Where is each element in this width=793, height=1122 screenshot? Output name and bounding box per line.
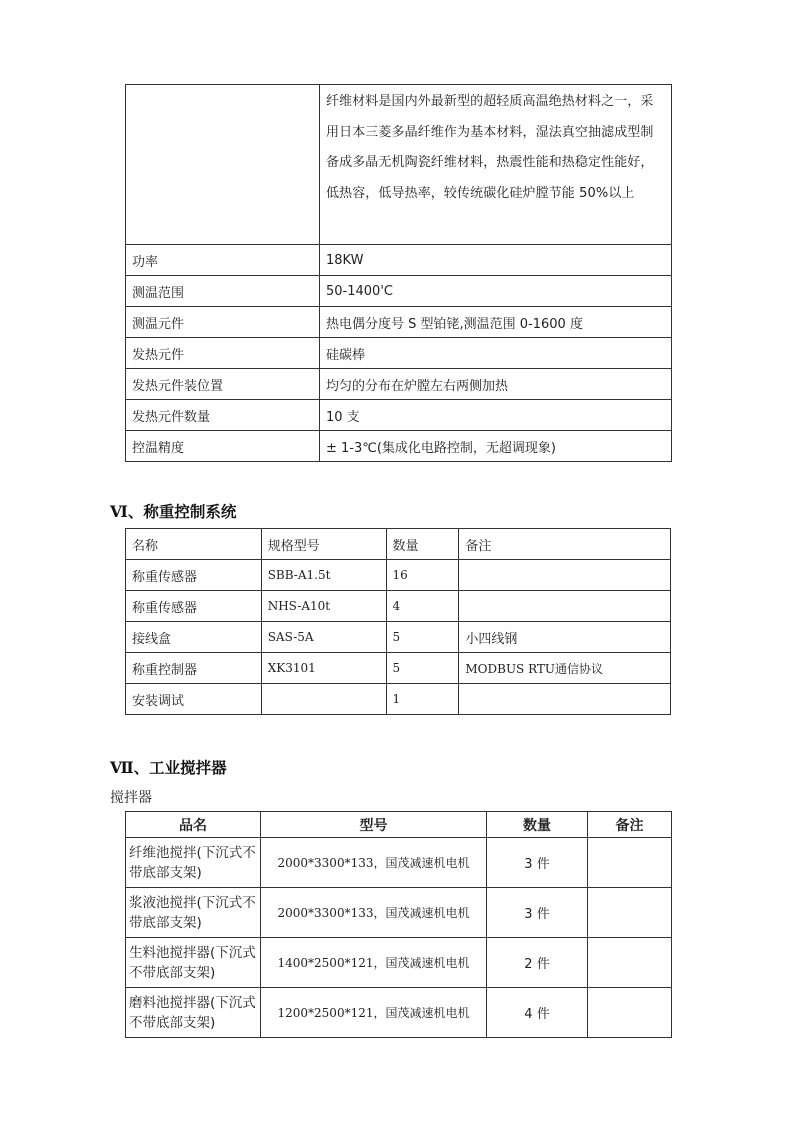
table-row [126, 369, 672, 400]
spec-value: 18KW [320, 245, 672, 276]
table-cell: 称重传感器 [126, 560, 262, 591]
weighing-system-table [125, 528, 671, 715]
column-header: 名称 [126, 529, 262, 560]
section-6-heading: Ⅵ、称重控制系统 [110, 502, 237, 521]
spec-value: 硅碳棒 [320, 338, 672, 369]
table-cell: SBB-A1.5t [261, 560, 386, 591]
section-7-subheading: 搅拌器 [110, 790, 152, 806]
table-cell: 1200*2500*121，国茂减速机电机 [261, 988, 487, 1038]
table-row [126, 276, 672, 307]
column-header: 备注 [588, 812, 672, 838]
table-cell [459, 560, 671, 591]
table-row [126, 307, 672, 338]
table-row [126, 622, 671, 653]
table-cell: 纤维池搅拌(下沉式不带底部支架) [126, 838, 261, 888]
table-header-row [126, 812, 672, 838]
column-header: 数量 [487, 812, 588, 838]
table-cell: SAS-5A [261, 622, 386, 653]
table-row [126, 85, 672, 245]
table-row [126, 400, 672, 431]
table-header-row [126, 529, 671, 560]
spec-value: ± 1-3℃(集成化电路控制，无超调现象) [320, 431, 672, 462]
table-row [126, 888, 672, 938]
table-cell: 磨料池搅拌器(下沉式不带底部支架) [126, 988, 261, 1038]
table-row [126, 938, 672, 988]
table-cell: 4 [386, 591, 459, 622]
table-cell [459, 684, 671, 715]
spec-value: 热电偶分度号 S 型铂铑,测温范围 0-1600 度 [320, 307, 672, 338]
column-header: 数量 [386, 529, 459, 560]
table-row [126, 988, 672, 1038]
table-row [126, 338, 672, 369]
column-header: 备注 [459, 529, 671, 560]
furnace-spec-table [125, 84, 672, 462]
spec-label: 发热元件装位置 [126, 369, 320, 400]
table-cell: 5 [386, 653, 459, 684]
table-cell: 4 件 [487, 988, 588, 1038]
table-cell [588, 938, 672, 988]
spec-label: 发热元件 [126, 338, 320, 369]
table-cell [588, 988, 672, 1038]
spec-value: 纤维材料是国内外最新型的超轻质高温绝热材料之一，采用日本三菱多晶纤维作为基本材料，湿法真空抽滤成型制备成多晶无机陶瓷纤维材料，热震性能和热稳定性能好，低热容，低导热率，较传统碳化硅炉膛节能 50%以上 [320, 85, 672, 245]
column-header: 品名 [126, 812, 261, 838]
table-cell: 2 件 [487, 938, 588, 988]
table-row [126, 245, 672, 276]
table-cell: 16 [386, 560, 459, 591]
table-cell [588, 838, 672, 888]
table-cell: 3 件 [487, 838, 588, 888]
table-cell: XK3101 [261, 653, 386, 684]
table-row [126, 560, 671, 591]
spec-label: 发热元件数量 [126, 400, 320, 431]
mixer-table [125, 811, 672, 1038]
table-cell [261, 684, 386, 715]
table-cell: 称重控制器 [126, 653, 262, 684]
table-cell: NHS-A10t [261, 591, 386, 622]
table-cell: 小四线钢 [459, 622, 671, 653]
table-cell: 1 [386, 684, 459, 715]
table-cell: 生料池搅拌器(下沉式不带底部支架) [126, 938, 261, 988]
table-cell [588, 888, 672, 938]
spec-label: 测温元件 [126, 307, 320, 338]
table-cell: MODBUS RTU通信协议 [459, 653, 671, 684]
section-7-heading: Ⅶ、工业搅拌器 [110, 758, 227, 777]
table-row [126, 653, 671, 684]
spec-label [126, 85, 320, 245]
table-row [126, 684, 671, 715]
table-cell: 1400*2500*121，国茂减速机电机 [261, 938, 487, 988]
table-row [126, 838, 672, 888]
table-cell: 接线盒 [126, 622, 262, 653]
column-header: 规格型号 [261, 529, 386, 560]
spec-value: 50-1400'C [320, 276, 672, 307]
spec-value: 10 支 [320, 400, 672, 431]
table-cell [459, 591, 671, 622]
table-cell: 2000*3300*133，国茂减速机电机 [261, 838, 487, 888]
table-cell: 3 件 [487, 888, 588, 938]
spec-label: 控温精度 [126, 431, 320, 462]
table-cell: 2000*3300*133，国茂减速机电机 [261, 888, 487, 938]
table-cell: 5 [386, 622, 459, 653]
spec-value: 均匀的分布在炉膛左右两侧加热 [320, 369, 672, 400]
table-cell: 称重传感器 [126, 591, 262, 622]
spec-label: 测温范围 [126, 276, 320, 307]
column-header: 型号 [261, 812, 487, 838]
table-row [126, 591, 671, 622]
table-cell: 安装调试 [126, 684, 262, 715]
table-row [126, 431, 672, 462]
table-cell: 浆液池搅拌(下沉式不带底部支架) [126, 888, 261, 938]
spec-label: 功率 [126, 245, 320, 276]
